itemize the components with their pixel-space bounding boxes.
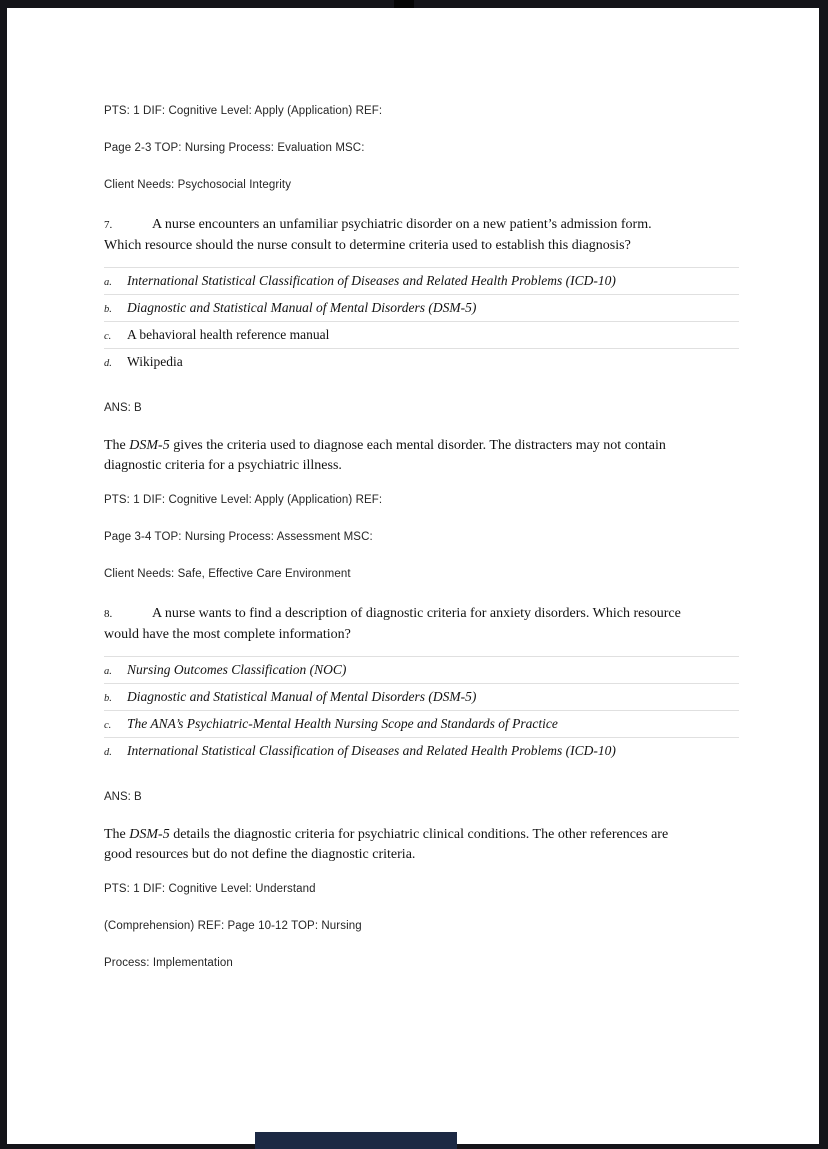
option-letter: a.: [104, 277, 112, 288]
answer-7: ANS: B: [104, 402, 142, 414]
question-8: [104, 604, 684, 644]
option-text: The ANA’s Psychiatric-Mental Health Nursing Scope and Standards of Practice: [127, 716, 558, 731]
meta-line-ref: Page 3-4 TOP: Nursing Process: Assessment MSC:: [104, 531, 373, 543]
question-8-text: A nurse wants to find a description of diagnostic criteria for anxiety disorders. Which resource would have the most complete information?: [104, 606, 681, 642]
answer-8: ANS: B: [104, 791, 142, 803]
option-letter: b.: [104, 304, 112, 315]
option-text: Diagnostic and Statistical Manual of Mental Disorders (DSM-5): [127, 300, 477, 315]
option-text: International Statistical Classification of Diseases and Related Health Problems (ICD-10): [127, 273, 616, 288]
option-text: International Statistical Classification of Diseases and Related Health Problems (ICD-10): [127, 743, 616, 758]
option-row-b: [104, 684, 739, 711]
question-8-number: 8.: [104, 608, 113, 620]
option-letter: c.: [104, 720, 112, 731]
option-row-c: [104, 711, 739, 738]
meta-line-process: Process: Implementation: [104, 957, 233, 969]
option-letter: a.: [104, 666, 112, 677]
meta-line-client-needs: Client Needs: Psychosocial Integrity: [104, 179, 292, 191]
option-row-a: [104, 657, 739, 684]
meta-line-client-needs: Client Needs: Safe, Effective Care Environment: [104, 568, 351, 580]
document-page: [7, 8, 819, 1144]
next-page-banner: [255, 1132, 457, 1149]
question-7-options: [104, 267, 739, 375]
option-text: Nursing Outcomes Classification (NOC): [127, 662, 347, 677]
option-text: A behavioral health reference manual: [127, 327, 330, 342]
option-row-d: [104, 738, 739, 764]
option-letter: b.: [104, 693, 112, 704]
option-row-c: [104, 322, 739, 349]
option-letter: d.: [104, 358, 112, 369]
option-row-b: [104, 295, 739, 322]
rationale-7: The DSM-5 gives the criteria used to diagnose each mental disorder. The distracters may not contain diagnostic criteria for a psychiatric illness.: [104, 438, 666, 473]
rationale-8: The DSM-5 details the diagnostic criteria for psychiatric clinical conditions. The other references are good resources but do not define the diagnostic criteria.: [104, 827, 669, 862]
question-7: [104, 215, 684, 255]
option-row-d: [104, 349, 739, 375]
meta-line-pts: PTS: 1 DIF: Cognitive Level: Apply (Application) REF:: [104, 494, 383, 506]
page-content: [7, 8, 819, 970]
meta-line-pts: PTS: 1 DIF: Cognitive Level: Understand: [104, 883, 316, 895]
option-text: Diagnostic and Statistical Manual of Mental Disorders (DSM-5): [127, 689, 477, 704]
meta-line-pts: PTS: 1 DIF: Cognitive Level: Apply (Application) REF:: [104, 105, 383, 117]
meta-line-ref: Page 2-3 TOP: Nursing Process: Evaluation MSC:: [104, 142, 365, 154]
option-letter: c.: [104, 331, 112, 342]
option-text: Wikipedia: [127, 354, 183, 369]
option-row-a: [104, 268, 739, 295]
question-8-options: [104, 656, 739, 764]
option-letter: d.: [104, 747, 112, 758]
question-7-number: 7.: [104, 219, 113, 231]
question-7-text: A nurse encounters an unfamiliar psychiatric disorder on a new patient’s admission form. Which resource should the nurse consult to determine criteria used to establish this diagnosis?: [104, 217, 652, 253]
meta-line-ref: (Comprehension) REF: Page 10-12 TOP: Nursing: [104, 920, 362, 932]
